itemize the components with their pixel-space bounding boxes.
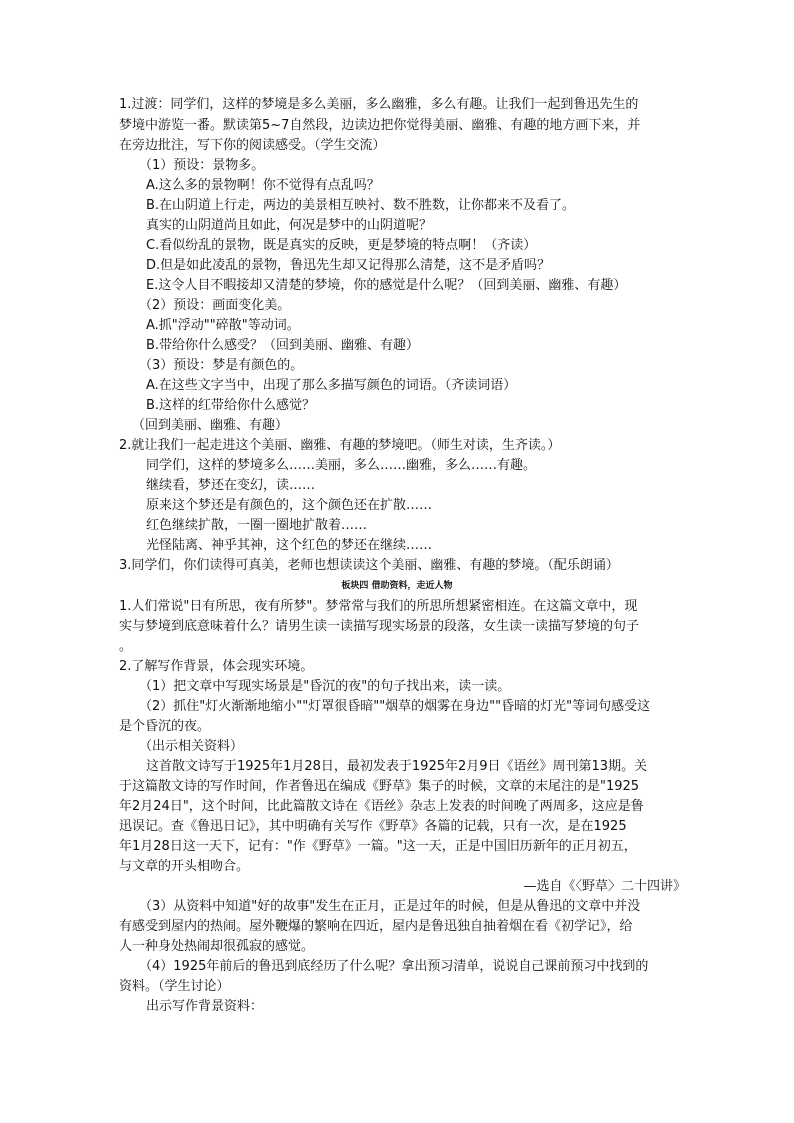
paragraph-line: 1.人们常说"日有所思，夜有所梦"。梦常常与我们的所思所想紧密相连。在这篇文章中，现	[119, 599, 638, 614]
paragraph-line: D.但是如此凌乱的景物，鲁迅先生却又记得那么清楚，这不是矛盾吗？	[146, 258, 551, 273]
paragraph-line: （4）1925年前后的鲁迅到底经历了什么呢？拿出预习清单，说说自己课前预习中找到的	[139, 959, 649, 974]
paragraph-line: （1）预设：景物多。	[139, 158, 265, 173]
paragraph-line: B.这样的红带给你什么感觉？	[146, 398, 316, 413]
paragraph-line: （2）预设：画面变化美。	[139, 298, 291, 313]
paragraph-line: （出示相关资料）	[139, 739, 244, 754]
paragraph-line: 3.同学们，你们读得可真美，老师也想读读这个美丽、幽雅、有趣的梦境。（配乐朗诵）	[119, 558, 619, 573]
paragraph-line: 有感受到屋内的热闹。屋外鞭爆的繁响在四近，屋内是鲁迅独自抽着烟在看《初学记》，给	[119, 919, 633, 934]
paragraph-line: 于这篇散文诗的写作时间，作者鲁迅在编成《野草》集子的时候，文章的末尾注的是"1925	[119, 779, 640, 794]
paragraph-line: 这首散文诗写于1925年1月28日，最初发表于1925年2月9日《语丝》周刊第13期。关	[146, 759, 648, 774]
paragraph-line: 1.过渡：同学们，这样的梦境是多么美丽，多么幽雅，多么有趣。让我们一起到鲁迅先生的	[119, 97, 639, 112]
paragraph-line: 梦境中游览一番。默读第5~7自然段，边读边把你觉得美丽、幽雅、有趣的地方画下来，并	[119, 118, 641, 133]
paragraph-line: C.看似纷乱的景物，既是真实的反映，更是梦境的特点啊！（齐读）	[146, 238, 537, 253]
paragraph-line: E.这令人目不暇接却又清楚的梦境，你的感觉是什么呢？（回到美丽、幽雅、有趣）	[146, 278, 627, 293]
paragraph-line: 。	[119, 639, 133, 654]
section-heading: 板块四 借助资料，走近人物	[341, 581, 453, 591]
paragraph-line: 2.就让我们一起走进这个美丽、幽雅、有趣的梦境吧。（师生对读，生齐读。）	[119, 438, 561, 453]
paragraph-line: 年2月24日"，这个时间，比此篇散文诗在《语丝》杂志上发表的时间晚了两周多，这应是鲁	[119, 799, 644, 814]
paragraph-line: 同学们，这样的梦境多么……美丽，多么……幽雅，多么……有趣。	[146, 458, 537, 473]
paragraph-line: （1）把文章中写现实场景是"昏沉的夜"的句子找出来，读一读。	[139, 679, 511, 694]
paragraph-line: B.带给你什么感受？（回到美丽、幽雅、有趣）	[146, 338, 420, 353]
paragraph-line: 年1月28日这一天下，记有："作《野草》一篇。"这一天，正是中国旧历新年的正月初五，	[119, 839, 637, 854]
paragraph-line: 光怪陆离、神乎其神，这个红色的梦还在继续……	[146, 538, 433, 553]
paragraph-line: 实与梦境到底意味着什么？请男生读一读描写现实场景的段落，女生读一读描写梦境的句子	[119, 619, 640, 634]
paragraph-line: B.在山阴道上行走，两边的美景相互映衬、数不胜数，让你都来不及看了。	[146, 198, 576, 213]
paragraph-line: A.这么多的景物啊！你不觉得有点乱吗？	[146, 178, 380, 193]
paragraph-line: 迅误记。查《鲁迅日记》，其中明确有关写作《野草》各篇的记载，只有一次，是在1925	[119, 819, 627, 834]
paragraph-line: 原来这个梦还是有颜色的，这个颜色还在扩散……	[146, 498, 433, 513]
paragraph-line: 与文章的开头相吻合。	[119, 859, 250, 874]
paragraph-line: 出示写作背景资料：	[146, 999, 264, 1014]
paragraph-line: （2）抓住"灯火渐渐地缩小""灯罩很昏暗""烟草的烟雾在身边""昏暗的灯光"等词句感受这	[139, 699, 651, 714]
paragraph-line: 在旁边批注，写下你的阅读感受。（学生交流）	[119, 138, 386, 153]
paragraph-line: （回到美丽、幽雅、有趣）	[132, 418, 289, 433]
source-citation: —选自《〈野草〉二十四讲》	[523, 879, 686, 894]
paragraph-line: 继续看，梦还在变幻，读……	[146, 478, 316, 493]
paragraph-line: 人一种身处热闹却很孤寂的感觉。	[119, 939, 315, 954]
paragraph-line: A.在这些文字当中，出现了那么多描写颜色的词语。（齐读词语）	[146, 378, 517, 393]
paragraph-line: A.抓"浮动""碎散"等动词。	[146, 318, 300, 333]
paragraph-line: 2.了解写作背景，体会现实环境。	[119, 659, 314, 674]
paragraph-line: 真实的山阴道尚且如此，何况是梦中的山阴道呢？	[146, 218, 433, 233]
paragraph-line: （3）预设：梦是有颜色的。	[139, 358, 304, 373]
paragraph-line: 资料。（学生讨论）	[119, 979, 230, 994]
paragraph-line: （3）从资料中知道"好的故事"发生在正月，正是过年的时候，但是从鲁迅的文章中并没	[139, 899, 641, 914]
paragraph-line: 红色继续扩散，一圈一圈地扩散着……	[146, 518, 368, 533]
paragraph-line: 是个昏沉的夜。	[119, 719, 211, 734]
